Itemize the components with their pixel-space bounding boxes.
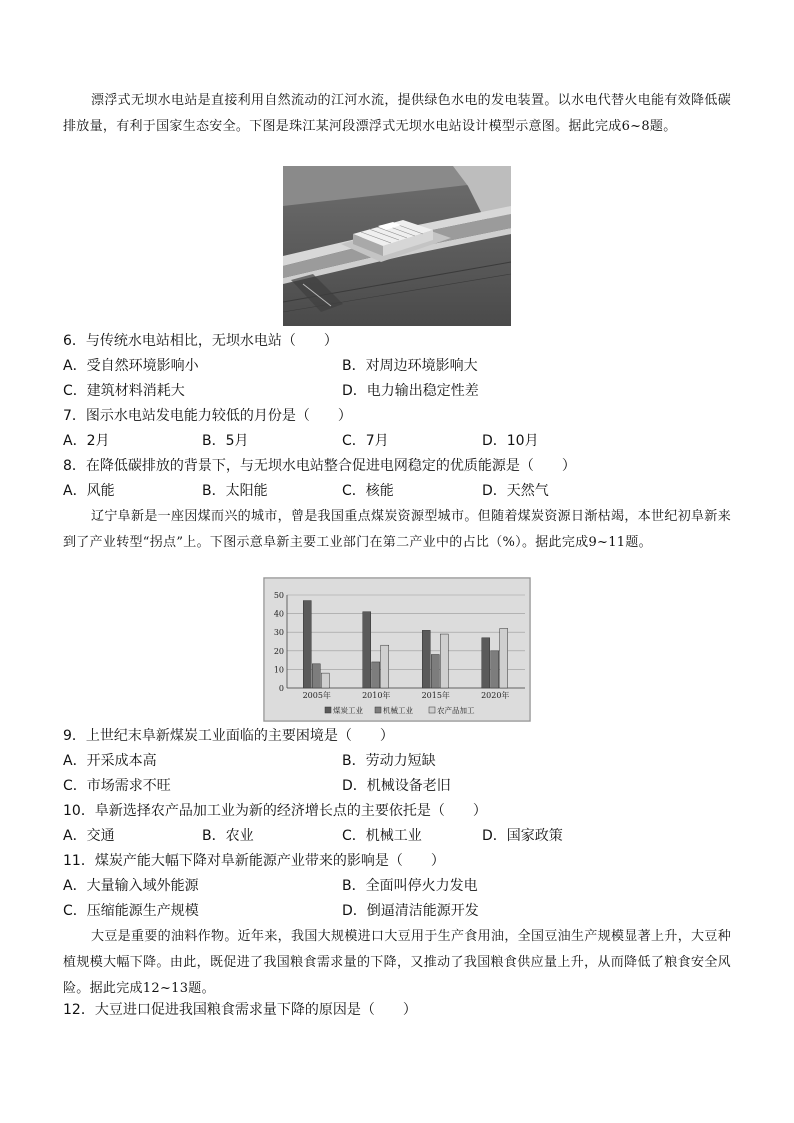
y-tick-label: 0	[278, 684, 284, 693]
bar-0-2	[422, 630, 430, 688]
bar-0-1	[363, 612, 371, 688]
q10-option-d[interactable]: D．国家政策	[482, 828, 563, 844]
question-6-stem: 6．与传统水电站相比，无坝水电站（ ）	[63, 333, 338, 349]
industry-share-chart	[263, 577, 531, 722]
q10-option-b[interactable]: B．农业	[202, 828, 254, 844]
q10-option-c[interactable]: C．机械工业	[342, 828, 422, 844]
legend-label-0: 煤炭工业	[333, 706, 363, 715]
question-7-stem: 7．图示水电站发电能力较低的月份是（ ）	[63, 408, 352, 424]
x-tick-label: 2010年	[362, 691, 391, 700]
q11-option-b[interactable]: B．全面叫停火力发电	[342, 878, 478, 894]
q8-option-b[interactable]: B．太阳能	[202, 483, 268, 499]
q9-option-d[interactable]: D．机械设备老旧	[342, 778, 451, 794]
passage-hydropower: 漂浮式无坝水电站是直接利用自然流动的江河水流，提供绿色水电的发电装置。以水电代替火电能有效降低碳排放量，有利于国家生态安全。下图是珠江某河段漂浮式无坝水电站设计模型示意图。据此完成6~8题。	[63, 93, 731, 134]
bar-2-0	[321, 673, 329, 688]
q7-option-a[interactable]: A．2月	[63, 433, 110, 449]
bar-1-3	[491, 651, 499, 688]
q7-option-d[interactable]: D．10月	[482, 433, 539, 449]
bar-2-1	[381, 645, 389, 688]
q11-option-d[interactable]: D．倒逼清洁能源开发	[342, 903, 479, 919]
y-tick-label: 50	[273, 591, 284, 600]
question-11-stem: 11．煤炭产能大幅下降对阜新能源产业带来的影响是（ ）	[63, 853, 445, 869]
hydropower-model-photo	[283, 166, 511, 326]
q8-option-c[interactable]: C．核能	[342, 483, 394, 499]
y-tick-label: 30	[273, 628, 284, 638]
question-12-stem: 12．大豆进口促进我国粮食需求量下降的原因是（ ）	[63, 1002, 417, 1018]
q11-option-a[interactable]: A．大量输入域外能源	[63, 878, 199, 894]
q6-option-c[interactable]: C．建筑材料消耗大	[63, 383, 185, 399]
x-tick-label: 2020年	[481, 691, 510, 700]
q9-option-a[interactable]: A．开采成本高	[63, 753, 157, 769]
bar-2-2	[440, 634, 448, 688]
q7-option-c[interactable]: C．7月	[342, 433, 389, 449]
q9-option-c[interactable]: C．市场需求不旺	[63, 778, 171, 794]
industry-share-chart-svg	[263, 577, 531, 722]
q6-option-d[interactable]: D．电力输出稳定性差	[342, 383, 479, 399]
bar-0-3	[482, 638, 490, 688]
y-tick-label: 10	[273, 665, 284, 675]
q8-option-a[interactable]: A．风能	[63, 483, 115, 499]
legend-label-1: 机械工业	[383, 706, 413, 715]
x-tick-label: 2005年	[302, 691, 331, 700]
q6-option-b[interactable]: B．对周边环境影响大	[342, 358, 478, 374]
question-9-stem: 9．上世纪末阜新煤炭工业面临的主要困境是（ ）	[63, 728, 394, 744]
y-tick-label: 20	[273, 646, 284, 656]
q8-option-d[interactable]: D．天然气	[482, 483, 549, 499]
x-tick-label: 2015年	[421, 691, 450, 700]
bar-1-0	[312, 664, 320, 688]
legend-swatch-1	[375, 707, 381, 713]
q10-option-a[interactable]: A．交通	[63, 828, 115, 844]
bar-1-1	[372, 662, 380, 688]
bar-1-2	[431, 655, 439, 688]
legend-label-2: 农产品加工	[437, 706, 475, 715]
q11-option-c[interactable]: C．压缩能源生产规模	[63, 903, 199, 919]
passage-fuxin: 辽宁阜新是一座因煤而兴的城市，曾是我国重点煤炭资源型城市。但随着煤炭资源日渐枯竭，本世纪初阜新来到了产业转型“拐点”上。下图示意阜新主要工业部门在第二产业中的占比（%）。据此完成9~11题。	[63, 509, 731, 550]
question-8-stem: 8．在降低碳排放的背景下，与无坝水电站整合促进电网稳定的优质能源是（ ）	[63, 458, 576, 474]
q7-option-b[interactable]: B．5月	[202, 433, 249, 449]
question-10-stem: 10．阜新选择农产品加工业为新的经济增长点的主要依托是（ ）	[63, 803, 487, 819]
legend-swatch-0	[325, 707, 331, 713]
bar-2-3	[500, 628, 508, 688]
y-tick-label: 40	[273, 609, 284, 619]
legend-swatch-2	[429, 707, 435, 713]
q9-option-b[interactable]: B．劳动力短缺	[342, 753, 436, 769]
passage-soybean: 大豆是重要的油料作物。近年来，我国大规模进口大豆用于生产食用油，全国豆油生产规模显著上升，大豆种植规模大幅下降。由此，既促进了我国粮食需求量的下降，又推动了我国粮食供应量上升，从而降低了粮食安全风险。据此完成12~13题。	[63, 929, 731, 996]
bar-0-0	[303, 601, 311, 688]
q6-option-a[interactable]: A．受自然环境影响小	[63, 358, 199, 374]
